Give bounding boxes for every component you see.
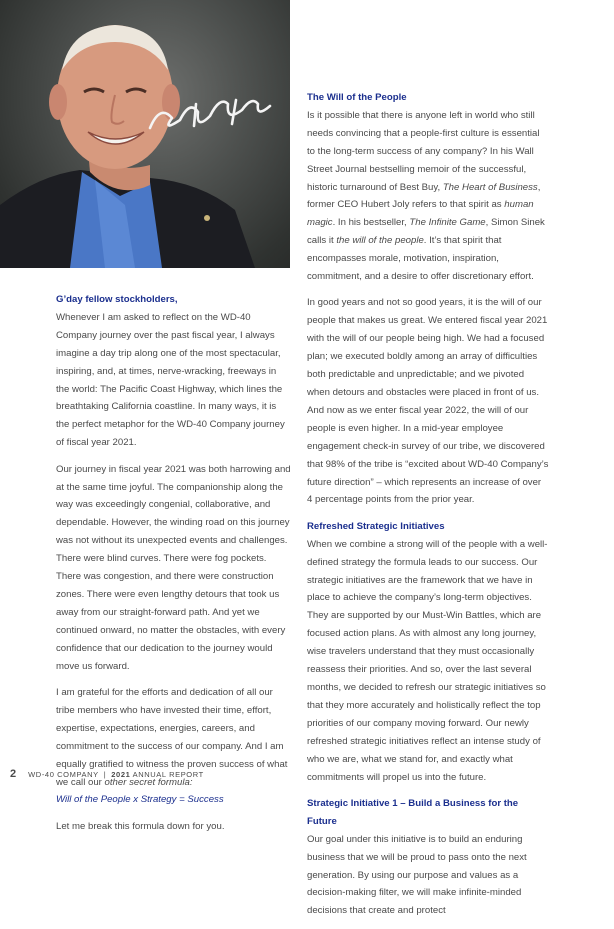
body-paragraph: When we combine a strong will of the people with a well-defined strategy the formula leads to our success. Our strategic initiatives are the framework that we have in place to achieve the company’s long-term objectives. They are supported by our Must-Win Battles, which are focused action plans. As with almost any long journey, wise travelers understand that they must occasionally reassess their priorities. And so, over the last several months, we decided to refresh our strategic initiatives so that they more accurately and holistically reflect the top priorities of our company moving forward. Our newly refreshed strategic initiatives reflect an intense study of who we are, what we stand for, and exactly what commitments will propel us into the future. [307, 538, 548, 783]
body-paragraph: I am grateful for the efforts and dedication of all our tribe members who have invested their time, effort, expertise, expectations, energies, careers, and commitment to the success of our company. And I am equally gratified to witness the proven success of what we call our other secret formula: [56, 687, 288, 788]
greeting-heading: G’day fellow stockholders, [56, 294, 178, 305]
footer-year: 2021 [111, 770, 131, 779]
section-heading-strategic: Refreshed Strategic Initiatives [307, 520, 445, 532]
portrait-icon [0, 0, 290, 268]
section-heading-will: The Will of the People [307, 92, 407, 103]
footer-report: ANNUAL REPORT [132, 770, 204, 779]
body-paragraph: Whenever I am asked to reflect on the WD-40 Company journey over the past fiscal year, I always imagine a day trip along one of the most spectacular, inspiring, and, at times, nerve-wracking, freeways in the world: The Pacific Coast Highway, which lines the breathtaking California coastline. In many ways, it is the perfect metaphor for the WD-40 Company journey of fiscal year 2021. [56, 311, 285, 449]
body-paragraph: Our journey in fiscal year 2021 was both harrowing and at the same time joyful. The companionship along the way was exceedingly congenial, collaborative, and dependable. However, the winding road on this journey was not without its unexpected events and challenges. There were blind curves. There were fog pockets. There was congestion, and there were construction zones. There were even lengthy detours that took us away from our straight-forward path. And yet we continued onward, no matter the obstacles, with every confidence that our dedication to the journey would move us forward. [56, 463, 291, 672]
footer-separator: | [103, 770, 107, 779]
page-number: 2 [10, 768, 17, 780]
section-heading-initiative-1: Strategic Initiative 1 – Build a Business for the Future [307, 797, 519, 827]
left-column [56, 291, 292, 844]
footer-company: WD-40 COMPANY [28, 770, 99, 779]
right-column [307, 89, 549, 929]
page-footer [10, 768, 204, 780]
secret-formula: Will of the People x Strategy = Success [56, 794, 224, 806]
body-paragraph: Is it possible that there is anyone left in world who still needs convincing that a people-first culture is essential to the long-term success of any company? In his Wall Street Journal bestselling memoir of the successful, historic turnaround of Best Buy, The Heart of Business, former CEO Hubert Joly refers to that spirit as human magic. In his bestseller, The Infinite Game, Simon Sinek calls it the will of the people. It’s that spirit that encompasses morale, motivation, inspiration, commitment, and a desire to offer discretionary effort. [307, 109, 545, 283]
ceo-portrait-photo [0, 0, 290, 268]
body-paragraph: In good years and not so good years, it is the will of our people that makes us great. We entered fiscal year 2021 with the will of our people being high. We had a focused plan; we executed boldly among an array of difficulties both predictable and unpredictable; and we pivoted when detours and obstacles were placed in front of us. And now as we enter fiscal year 2022, the will of our people is even higher. In a mid-year employee engagement check-in survey of our tribe, we discovered that 98% of the tribe is “excited about WD-40 Company’s future direction” – which represents an increase of over 4 percentage points from the prior year. [307, 297, 549, 506]
closing-line: Let me break this formula down for you. [56, 820, 225, 832]
body-paragraph: Our goal under this initiative is to build an enduring business that we will be proud to pass onto the next generation. By using our purpose and values as a decision-making filter, we will make infinite-minded decisions that create and protect [307, 833, 527, 917]
